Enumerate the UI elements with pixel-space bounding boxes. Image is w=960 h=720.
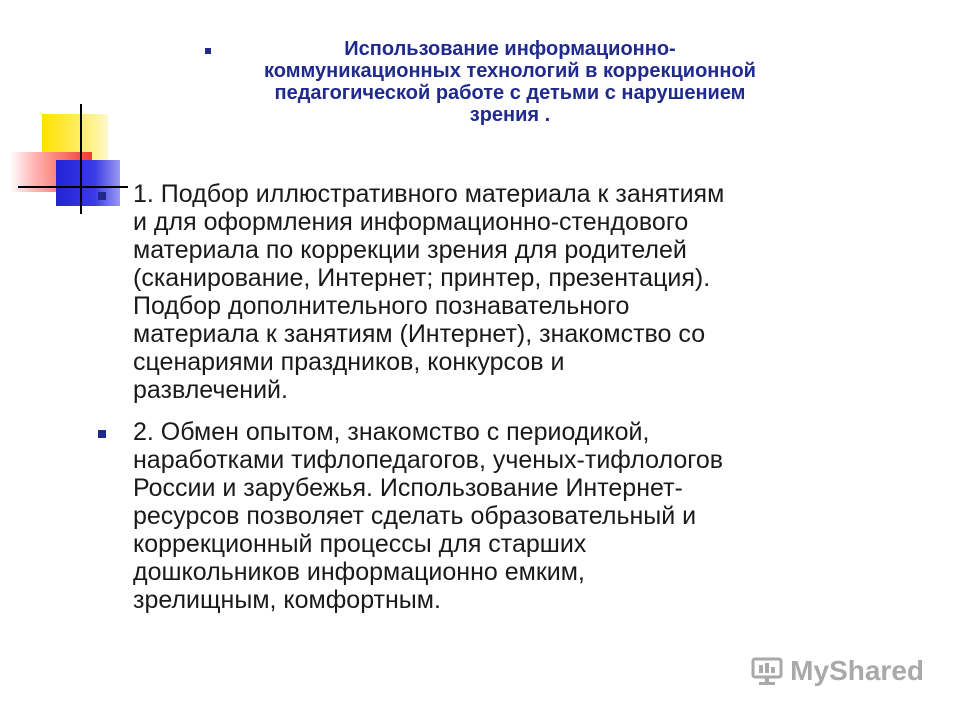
title-line: педагогической работе с детьми с нарушением	[274, 82, 746, 104]
item-line: Подбор дополнительного познавательного	[133, 292, 630, 320]
item-line: сценариями праздников, конкурсов и	[133, 348, 565, 376]
title-line: зрения .	[469, 104, 551, 126]
item-line: развлечений.	[133, 376, 288, 404]
slide-title	[150, 38, 870, 126]
item-line: коррекционный процессы для старших	[133, 530, 587, 558]
item-line: наработками тифлопедагогов, ученых-тифлологов	[133, 446, 724, 474]
item-line: 1. Подбор иллюстративного материала к занятиям	[133, 180, 725, 208]
bullet-icon	[98, 430, 106, 438]
item-line: дошкольников информационно емким,	[133, 558, 585, 586]
watermark	[750, 655, 924, 687]
title-line: Использование информационно-	[344, 38, 676, 60]
item-line: (сканирование, Интернет; принтер, презентация).	[133, 264, 711, 292]
item-line: материала по коррекции зрения для родителей	[133, 236, 687, 264]
item-line: 2. Обмен опытом, знакомство с периодикой,	[133, 418, 650, 446]
list-item	[96, 418, 916, 614]
list-item	[96, 180, 916, 404]
item-line: России и зарубежья. Использование Интернет-	[133, 474, 683, 502]
item-line: материала к занятиям (Интернет), знакомство со	[133, 320, 706, 348]
title-line: коммуникационных технологий в коррекционной	[264, 60, 756, 82]
presentation-screen-icon	[750, 656, 784, 686]
item-line: и для оформления информационно-стендового	[133, 208, 689, 236]
deco-vertical-line	[80, 104, 82, 214]
watermark-text: MyShared	[790, 655, 924, 686]
content-list	[96, 180, 916, 628]
item-line: ресурсов позволяет сделать образовательный и	[133, 502, 697, 530]
bullet-icon	[98, 192, 106, 200]
item-line: зрелищным, комфортным.	[133, 586, 441, 614]
